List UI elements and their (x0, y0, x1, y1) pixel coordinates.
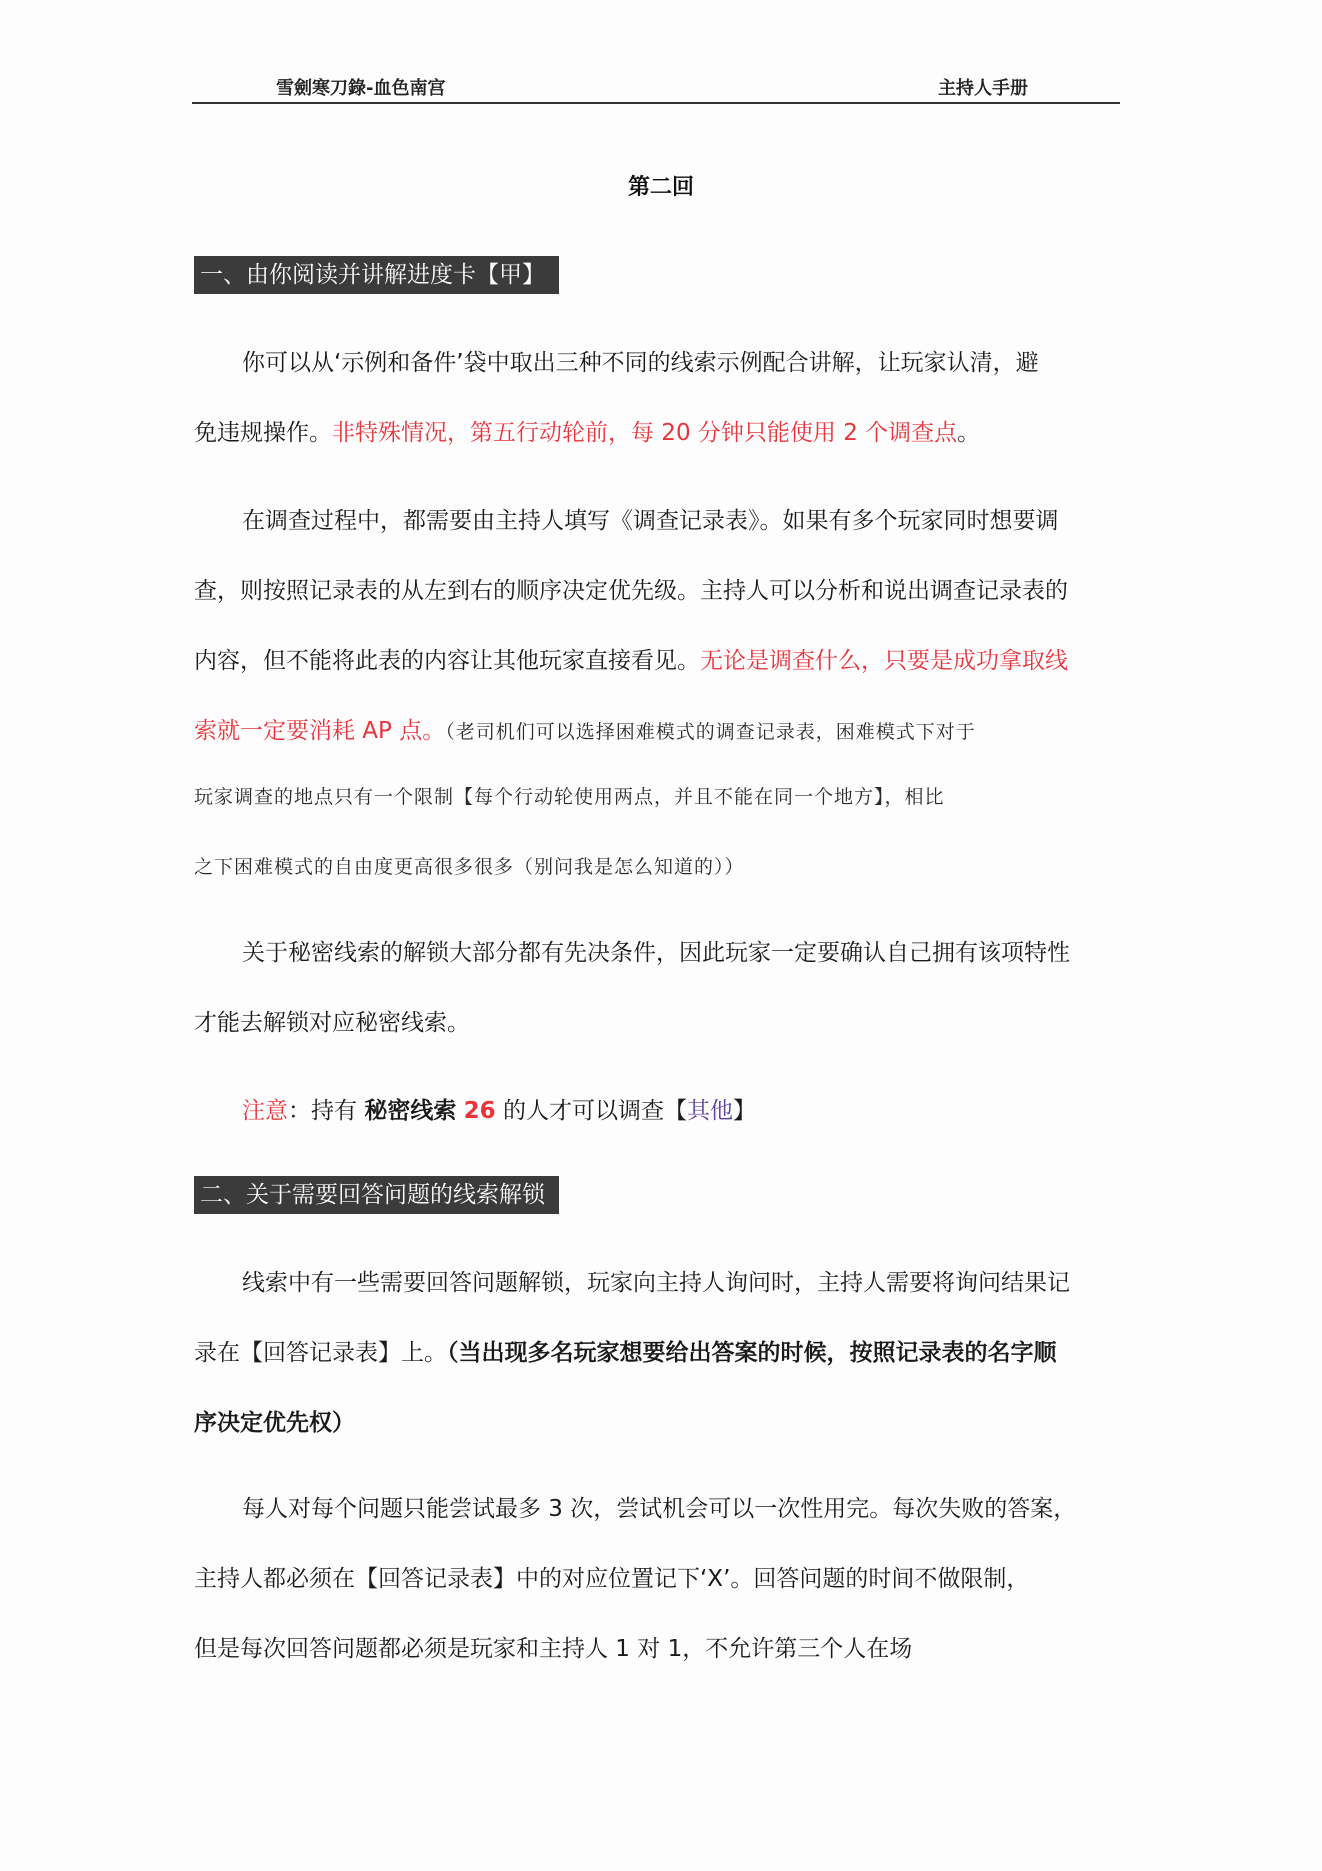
rule-highlight: 无论是调查什么，只要是成功拿取线 (700, 648, 1068, 674)
text-segment: 。 (957, 420, 981, 446)
chapter-title: 第二回 (627, 175, 694, 200)
secret-clue-number: 26 (463, 1098, 496, 1124)
rule-highlight: 非特殊情况，第五行动轮前，每 20 分钟只能使用 2 个调查点 (332, 420, 958, 446)
text-segment: 免违规操作。 (194, 420, 332, 446)
location-other: 其他 (686, 1098, 733, 1124)
notice-label: 注意 (242, 1098, 288, 1124)
text-segment: 】 (732, 1098, 756, 1124)
text-line: 主持人都必须在【回答记录表】中的对应位置记下‘X’。回答问题的时间不做限制， (194, 1566, 1030, 1592)
priority-rule-line: 序决定优先权） (194, 1410, 355, 1436)
secret-clue-label: 秘密线索 (364, 1098, 457, 1124)
text-line (194, 414, 980, 447)
hard-mode-note-line: 之下困难模式的自由度更高很多很多（别问我是怎么知道的）） (194, 856, 745, 878)
header-title: 雪劍寒刀錄-血色南宫 (276, 78, 446, 99)
text-segment: 录在【回答记录表】上。 (194, 1340, 447, 1366)
text-segment: 的人才可以调查【 (502, 1098, 687, 1124)
text-segment: 内容，但不能将此表的内容让其他玩家直接看见。 (194, 648, 700, 674)
text-line: 但是每次回答问题都必须是玩家和主持人 1 对 1，不允许第三个人在场 (194, 1636, 913, 1662)
text-line: 线索中有一些需要回答问题解锁，玩家向主持人询问时，主持人需要将询问结果记 (242, 1270, 1070, 1296)
header-subtitle: 主持人手册 (938, 78, 1028, 99)
priority-rule: （当出现多名玩家想要给出答案的时候，按照记录表的名字顺 (447, 1340, 1057, 1366)
text-line (194, 642, 1068, 675)
text-line (194, 712, 976, 745)
text-segment: ：持有 (288, 1098, 357, 1124)
page-header (192, 70, 1120, 104)
text-line: 查，则按照记录表的从左到右的顺序决定优先级。主持人可以分析和说出调查记录表的 (194, 578, 1068, 604)
section-heading-1: 一、由你阅读并讲解进度卡【甲】 (194, 256, 559, 294)
text-line (242, 1092, 756, 1125)
rule-highlight: 索就一定要消耗 AP 点。 (194, 718, 446, 744)
text-line: 才能去解锁对应秘密线索。 (194, 1010, 470, 1036)
hard-mode-note: （老司机们可以选择困难模式的调查记录表，困难模式下对于 (445, 721, 976, 743)
text-line: 关于秘密线索的解锁大部分都有先决条件，因此玩家一定要确认自己拥有该项特性 (242, 940, 1070, 966)
section-heading-2: 二、关于需要回答问题的线索解锁 (194, 1176, 559, 1214)
text-line: 你可以从‘示例和备件’袋中取出三种不同的线索示例配合讲解，让玩家认清，避 (242, 350, 1039, 376)
text-line (194, 1334, 1057, 1367)
text-line: 每人对每个问题只能尝试最多 3 次，尝试机会可以一次性用完。每次失败的答案， (242, 1496, 1077, 1522)
text-line: 在调查过程中，都需要由主持人填写《调查记录表》。如果有多个玩家同时想要调 (242, 508, 1059, 534)
hard-mode-note-line: 玩家调查的地点只有一个限制【每个行动轮使用两点，并且不能在同一个地方】，相比 (194, 786, 945, 808)
